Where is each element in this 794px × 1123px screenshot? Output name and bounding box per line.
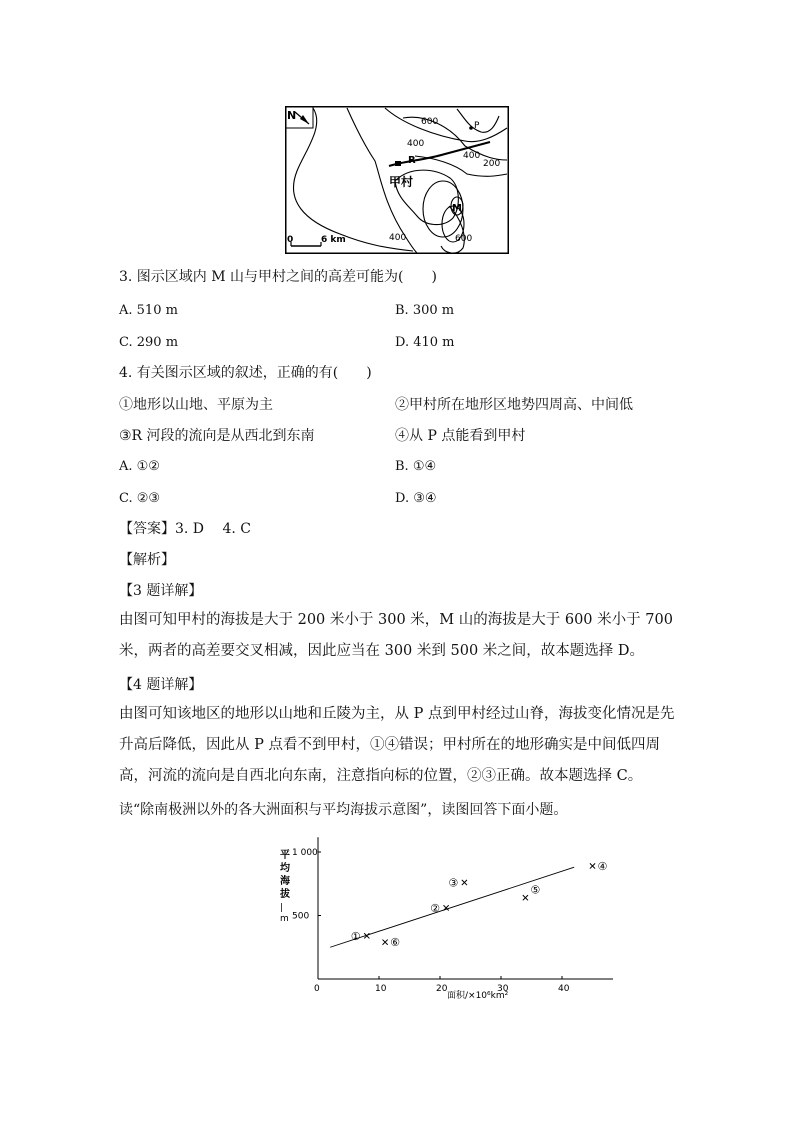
analysis-header: 【解析】	[119, 552, 175, 568]
y-axis-label-unit: m	[280, 914, 289, 924]
data-point-label: ④	[597, 859, 608, 873]
contour-label: 200	[483, 159, 501, 169]
question-3-stem: 3. 图示区域内 M 山与甲村之间的高差可能为( )	[119, 269, 437, 285]
q4-statement-3: ③R 河段的流向是从西北到东南	[119, 428, 315, 444]
y-axis-label-char: 海	[280, 876, 290, 887]
q3-option-c: C. 290 m	[119, 335, 179, 350]
y-tick-label: 500	[292, 911, 310, 922]
q3-detail-header: 【3 题详解】	[119, 583, 203, 599]
scale-value: 6 km	[321, 235, 346, 245]
q3-detail-text: 由图可知甲村的海拔是大于 200 米小于 300 米，M 山的海拔是大于 600 米小于 700 米，两者的高差要交叉相减，因此应当在 300 米到 500 米之间，故本题选择 D。	[119, 612, 673, 659]
q4-statement-1: ①地形以山地、平原为主	[119, 397, 273, 413]
q3-option-b: B. 300 m	[395, 303, 455, 318]
q4-detail-text: 由图可知该地区的地形以山地和丘陵为主，从 P 点到甲村经过山脊，海拔变化情况是先升高后降低，因此从 P 点看不到甲村，①④错误；甲村所在的地形确实是中间低四周高，河流的流向是自西北向东南，注意指向标的位置，②③正确。故本题选择 C。	[119, 706, 675, 784]
y-tick-label: 1 000	[292, 848, 318, 858]
data-point-label: ②	[430, 901, 440, 915]
river-label: R	[408, 155, 416, 166]
data-point	[523, 895, 528, 900]
village-label: 甲村	[389, 175, 414, 189]
contour-label: 400	[389, 233, 407, 243]
q3-option-a: A. 510 m	[119, 303, 178, 318]
y-axis-label-unit: |	[280, 903, 284, 913]
x-tick-label: 20	[436, 984, 448, 994]
y-axis-label-char: 均	[280, 863, 290, 874]
contour-line	[385, 108, 507, 142]
x-axis-label: 面积/×10⁶km²	[447, 991, 509, 1001]
data-point-label: ①	[350, 929, 361, 943]
q4-option-a: A. ①②	[119, 459, 160, 474]
north-arrow-icon	[295, 112, 309, 124]
data-point-label: ⑥	[390, 936, 400, 950]
data-point-label: ⑤	[530, 883, 541, 897]
continent-scatter-chart	[272, 840, 608, 1010]
data-point	[383, 940, 388, 945]
x-tick-label: 30	[497, 984, 509, 994]
contour-label: 600	[421, 117, 439, 127]
x-tick-label: 10	[375, 984, 387, 994]
next-question-intro: 读“除南极洲以外的各大洲面积与平均海拔示意图”，读图回答下面小题。	[119, 802, 568, 818]
q4-option-d: D. ③④	[395, 491, 437, 506]
q4-option-c: C. ②③	[119, 491, 161, 506]
q4-detail-header: 【4 题详解】	[119, 677, 203, 693]
q4-statement-2: ②甲村所在地形区地势四周高、中间低	[395, 397, 633, 413]
x-tick-label: 40	[558, 984, 570, 994]
data-point	[590, 863, 595, 868]
north-label: N	[287, 109, 297, 122]
contour-map	[285, 106, 509, 254]
mountain-label: M	[452, 203, 462, 214]
village-marker	[395, 161, 401, 166]
data-point-label: ③	[448, 876, 459, 890]
q3-option-d: D. 410 m	[395, 335, 455, 350]
answer-line: 【答案】3. D 4. C	[119, 521, 252, 537]
x-tick-label: 0	[314, 984, 320, 994]
scale-zero: 0	[287, 235, 294, 245]
data-point	[462, 880, 467, 885]
y-axis-label-char: 拔	[280, 889, 290, 900]
q4-option-b: B. ①④	[395, 459, 437, 474]
y-axis-label-char: 平	[280, 850, 290, 861]
contour-label: 600	[455, 234, 473, 244]
point-p-label: P	[474, 121, 480, 131]
q4-statement-4: ④从 P 点能看到甲村	[395, 428, 526, 444]
question-4-stem: 4. 有关图示区域的叙述，正确的有( )	[119, 365, 372, 381]
contour-label: 400	[407, 139, 425, 149]
contour-label: 400	[463, 151, 481, 161]
point-p-marker	[469, 126, 473, 130]
